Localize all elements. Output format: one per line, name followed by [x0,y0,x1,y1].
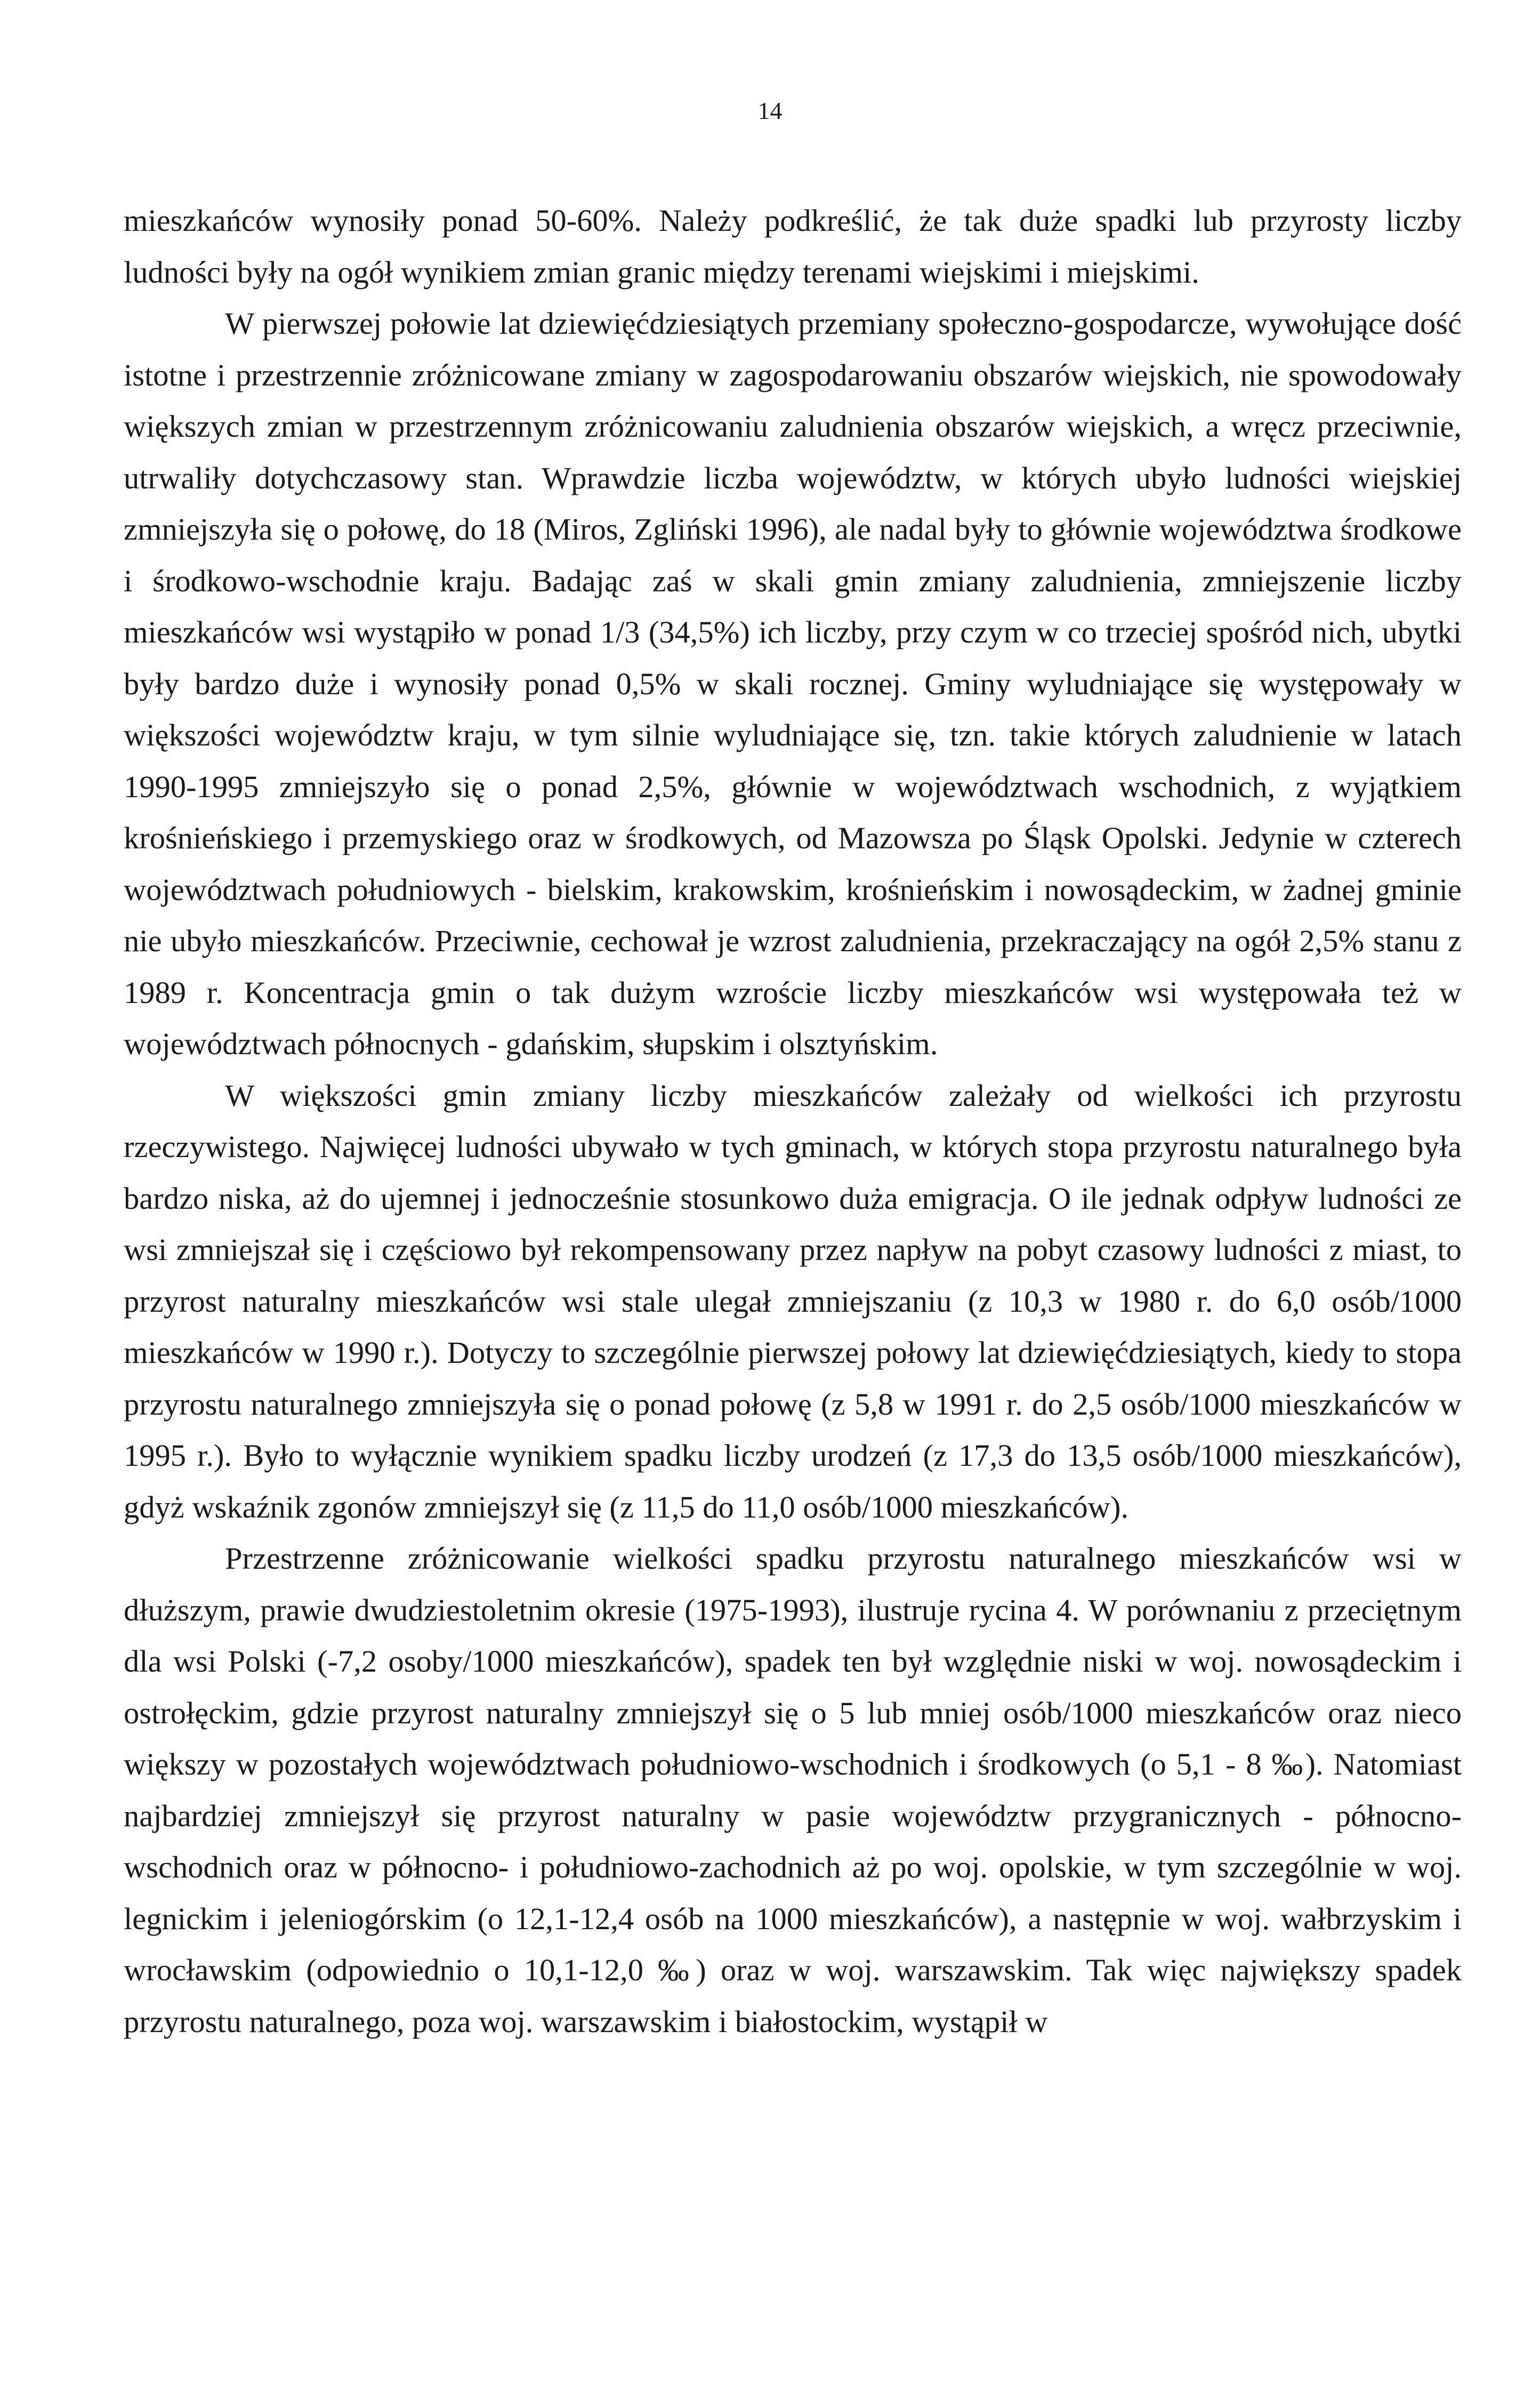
paragraph-rural-population-changes: W pierwszej połowie lat dziewięćdziesiątych przemiany społeczno-gospodarcze, wywołujące dość istotne i przestrzennie zróżnicowane zmiany w zagospodarowaniu obszarów wiejskich, nie spowodowały większych zmian w przestrzennym zróżnicowaniu zaludnienia obszarów wiejskich, a wręcz przeciwnie, utrwaliły dotychczasowy stan. Wprawdzie liczba województw, w których ubyło ludności wiejskiej zmniejszyła się o połowę, do 18 (Miros, Zgliński 1996), ale nadal były to głównie województwa środkowe i środkowo-wschodnie kraju. Badając zaś w skali gmin zmiany zaludnienia, zmniejszenie liczby mieszkańców wsi wystąpiło w ponad 1/3 (34,5%) ich liczby, przy czym w co trzeciej spośród nich, ubytki były bardzo duże i wynosiły ponad 0,5% w skali rocznej. Gminy wyludniające się występowały w większości województw kraju, w tym silnie wyludniające się, tzn. takie których zaludnienie w latach 1990-1995 zmniejszyło się o ponad 2,5%, głównie w województwach wschodnich, z wyjątkiem krośnieńskiego i przemyskiego oraz w środkowych, od Mazowsza po Śląsk Opolski. Jedynie w czterech województwach południowych - bielskim, krakowskim, krośnieńskim i nowosądeckim, w żadnej gminie nie ubyło mieszkańców. Przeciwnie, cechował je wzrost zaludnienia, przekraczający na ogół 2,5% stanu z 1989 r. Koncentracja gmin o tak dużym wzroście liczby mieszkańców wsi występowała też w województwach północnych - gdańskim, słupskim i olsztyńskim. [124,306,1462,1061]
paragraph-natural-increase: W większości gmin zmiany liczby mieszkańców zależały od wielkości ich przyrostu rzeczywistego. Najwięcej ludności ubywało w tych gminach, w których stopa przyrostu naturalnego była bardzo niska, aż do ujemnej i jednocześnie stosunkowo duża emigracja. O ile jednak odpływ ludności ze wsi zmniejszał się i częściowo był rekompensowany przez napływ na pobyt czasowy ludności z miast, to przyrost naturalny mieszkańców wsi stale ulegał zmniejszaniu (z 10,3 w 1980 r. do 6,0 osób/1000 mieszkańców w 1990 r.). Dotyczy to szczególnie pierwszej połowy lat dziewięćdziesiątych, kiedy to stopa przyrostu naturalnego zmniejszyła się o ponad połowę (z 5,8 w 1991 r. do 2,5 osób/1000 mieszkańców w 1995 r.). Było to wyłącznie wynikiem spadku liczby urodzeń (z 17,3 do 13,5 osób/1000 mieszkańców), gdyż wskaźnik zgonów zmniejszył się (z 11,5 do 11,0 osób/1000 mieszkańców). [124,1078,1462,1524]
page-number: 14 [757,97,783,124]
paragraph-continuation: mieszkańców wynosiły ponad 50-60%. Należy podkreślić, że tak duże spadki lub przyrosty liczby ludności były na ogół wynikiem zmian granic między terenami wiejskimi i miejskimi. [124,203,1462,290]
paragraph-spatial-differentiation: Przestrzenne zróżnicowanie wielkości spadku przyrostu naturalnego mieszkańców wsi w dłuższym, prawie dwudziestoletnim okresie (1975-1993), ilustruje rycina 4. W porównaniu z przeciętnym dla wsi Polski (-7,2 osoby/1000 mieszkańców), spadek ten był względnie niski w woj. nowosądeckim i ostrołęckim, gdzie przyrost naturalny zmniejszył się o 5 lub mniej osób/1000 mieszkańców oraz nieco większy w pozostałych województwach południowo-wschodnich i środkowych (o 5,1 - 8 ‰). Natomiast najbardziej zmniejszył się przyrost naturalny w pasie województw przygranicznych - północno-wschodnich oraz w północno- i południowo-zachodnich aż po woj. opolskie, w tym szczególnie w woj. legnickim i jeleniogórskim (o 12,1-12,4 osób na 1000 mieszkańców), a następnie w woj. wałbrzyskim i wrocławskim (odpowiednio o 10,1-12,0 ‰) oraz w woj. warszawskim. Tak więc największy spadek przyrostu naturalnego, poza woj. warszawskim i białostockim, wystąpił w [124,1541,1462,2039]
body-text [124,195,1462,2048]
